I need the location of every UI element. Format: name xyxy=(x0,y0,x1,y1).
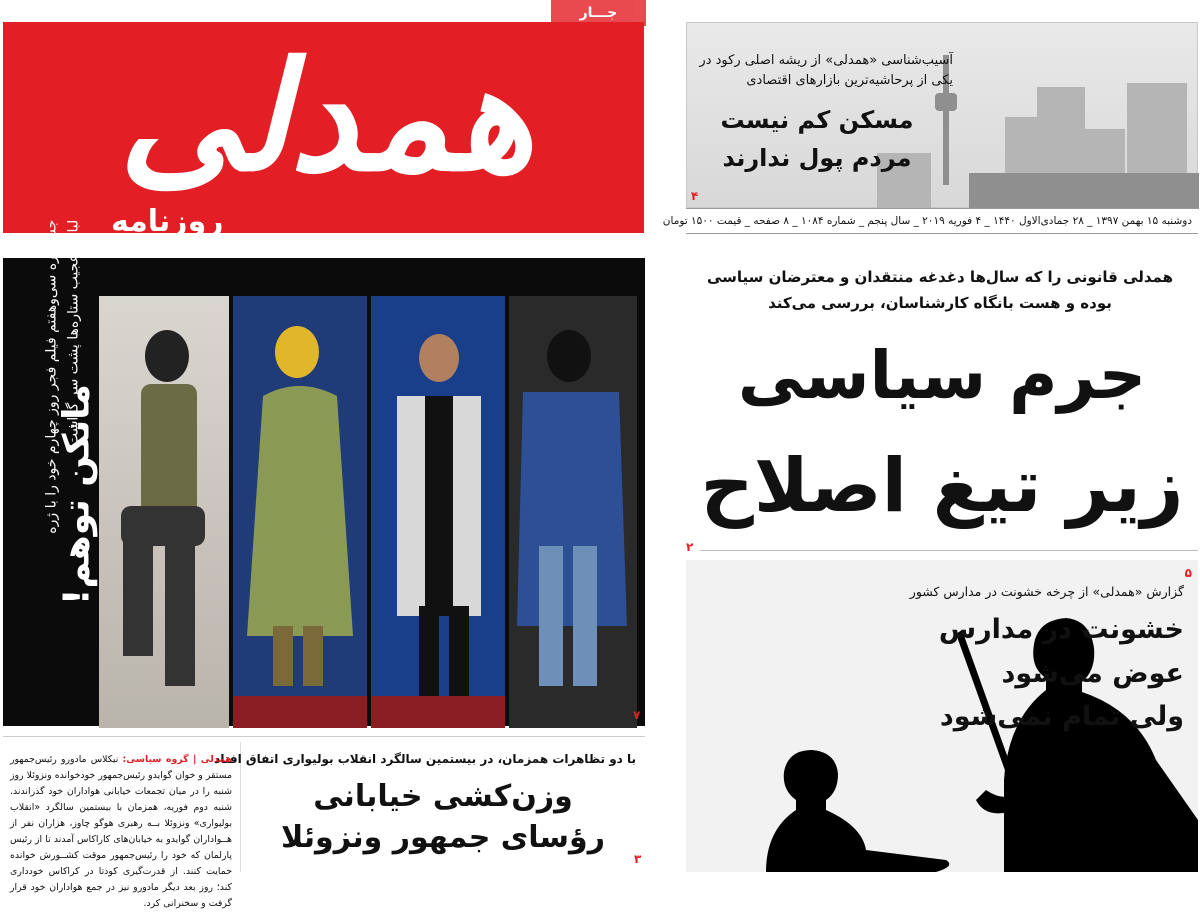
article-text: نیکلاس مادورو رئیس‌جمهور مستقر و خوان گوایدو رئیس‌جمهور خودخوانده ونزوئلا روز شنبه را در میان تجمعات خیابانی هواداران خود گذراندند. شنبه دوم فوریه، همزمان با بیستمین سالگرد «انقلاب بولیواری» ونزوئلا بــه رهبری هوگو چاوز، هزاران نفر از هــواداران گوایدو به خیابان‌های کاراکاس آمدند تا از رئیس پارلمان که خود را رئیس‌جمهور موقت کشــورش خوانده حمایت کنند. از قدرت‌گیری کودتا در کراکاس خودداری کند؛ روز بعد دیگر مادورو نیز در جمع هواداران خود قرار گرفت و سخنرانی کرد. xyxy=(10,754,232,909)
actor-photo-1 xyxy=(99,296,229,728)
housing-headline: مسکن کم نیست مردم پول ندارند xyxy=(720,106,914,173)
paper-word: روزنامه xyxy=(111,204,224,239)
newspaper-logo: همدلی xyxy=(118,29,534,205)
masthead-tagline: روزنامه سیاسی، اقتصادی، اجتماعی و فرهنگی صبح ایران xyxy=(17,234,255,245)
page-number: ۳ xyxy=(634,852,642,866)
housing-teaser[interactable] xyxy=(686,22,1198,208)
byline: همدلی | گروه سیاسی: xyxy=(122,754,232,765)
page-number: ۵ xyxy=(1184,566,1192,580)
lead-headline-line1[interactable]: جرم سیاسی xyxy=(737,337,1147,414)
actress-photo-2 xyxy=(233,296,367,728)
fashion-kicker: جشنواره سی‌وهفتم فیلم فجر روز چهارم خود را با ژره لباس عجیب ستاره‌ها پشت سر گذاشت xyxy=(43,219,81,534)
fashion-text xyxy=(13,219,98,718)
school-violence-teaser[interactable] xyxy=(686,560,1198,872)
actress-photo-4 xyxy=(509,296,637,728)
housing-kicker: آسیب‌شناسی «همدلی» از ریشه اصلی رکود در یکی از پرحاشیه‌ترین بازارهای اقتصادی xyxy=(699,53,953,88)
jaras-tab: جـــار xyxy=(551,0,646,26)
page-number: ۲ xyxy=(686,540,694,554)
actor-photo-3 xyxy=(371,296,505,728)
venezuela-body xyxy=(10,752,232,912)
lead-kicker: همدلی قانونی را که سال‌ها دغدغه منتقدان و معترضان سیاسی بوده و هست بانگاه کارشناسان، بررسی می‌کند xyxy=(706,268,1174,313)
venezuela-headline[interactable]: وزن‌کشی خیابانی رؤسای جمهور ونزوئلا xyxy=(281,779,605,856)
violence-headline: خشونت در مدارس عوض می‌شود ولی تمام نمی‌شود xyxy=(938,614,1184,733)
lead-headline-line2[interactable]: زیر تیغ اصلاح xyxy=(700,443,1184,529)
page-number: ۴ xyxy=(691,189,699,203)
fashion-headline: مانکن توهم! xyxy=(56,384,98,605)
venezuela-kicker: با دو تظاهرات همزمان، در بیستمین سالگرد انقلاب بولیواری اتفاق افتاد xyxy=(214,752,636,766)
page-number: ۷ xyxy=(633,708,641,722)
violence-kicker: گزارش «همدلی» از چرخه خشونت در مدارس کشور xyxy=(909,584,1184,599)
divider xyxy=(3,736,645,737)
divider xyxy=(700,550,1198,551)
dateline: دوشنبه ۱۵ بهمن ۱۳۹۷ _ ۲۸ جمادی‌الاول ۱۴۴۰ _ ۴ فوریه ۲۰۱۹ _ سال پنجم _ شماره ۱۰۸۴ _ ۸ صفحه _ قیمت ۱۵۰۰ تومان xyxy=(686,208,1198,234)
masthead xyxy=(3,22,644,245)
